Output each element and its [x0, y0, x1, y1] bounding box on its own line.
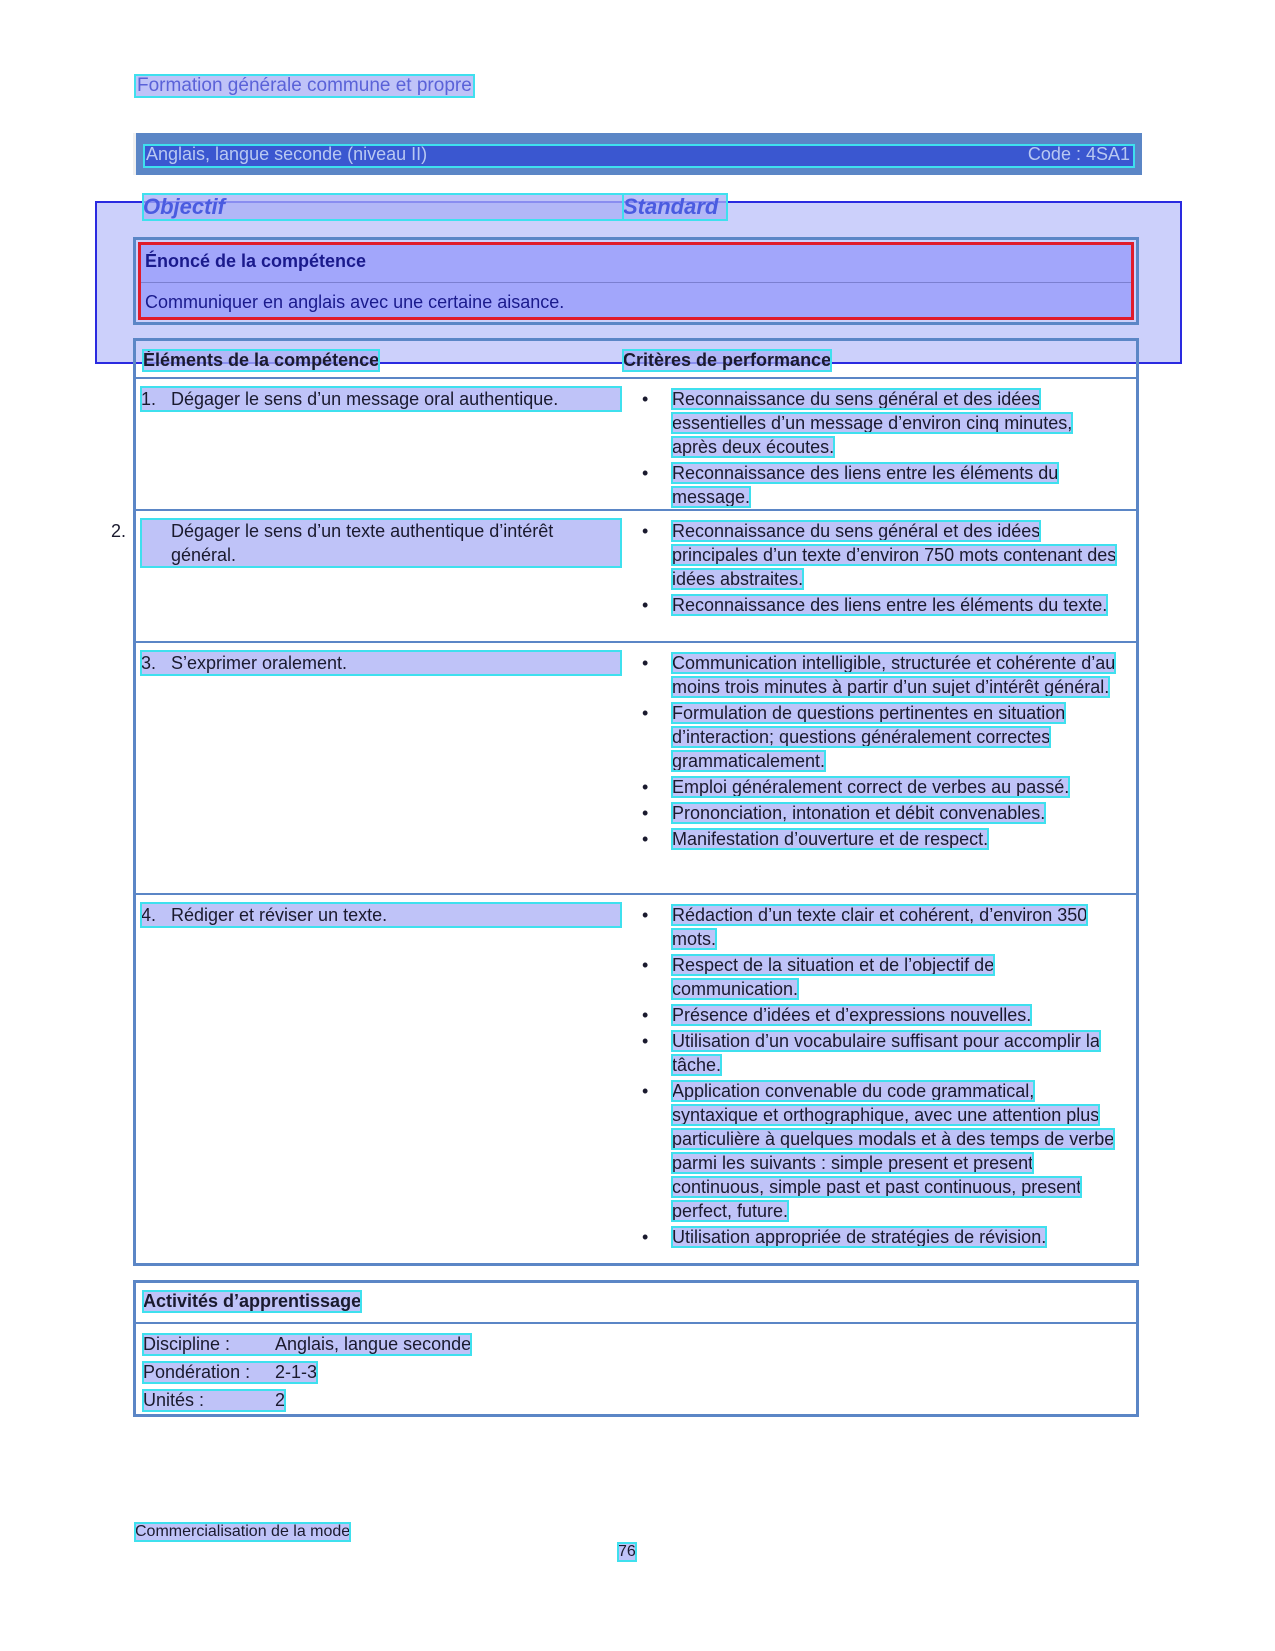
criteria-list-4 [642, 903, 1122, 1251]
element-number: 3. [141, 653, 157, 673]
elements-column-header: Éléments de la compétence [143, 350, 380, 370]
element-row-1 [141, 387, 621, 411]
competence-divider [141, 282, 1131, 283]
element-row-3 [141, 651, 621, 675]
competence-title: Énoncé de la compétence [145, 251, 367, 271]
criterion-item: • Application convenable du code grammatical, syntaxique et orthographique, avec une attention plus particulière à quelques modals et à des temps de verbe parmi les suivants : simple present et present continuous, simple past et past continuous, present perfect, future. [642, 1079, 1122, 1223]
criterion-item: • Reconnaissance des liens entre les éléments du message. [642, 461, 1122, 509]
criterion-item: • Emploi généralement correct de verbes au passé. [642, 775, 1122, 799]
element-text: Dégager le sens d’un message oral authentique. [171, 389, 559, 409]
page-number: 76 [618, 1543, 636, 1560]
criteria-list-1 [642, 387, 1122, 511]
section-title: Formation générale commune et propre [137, 75, 472, 96]
course-bar [133, 133, 1142, 175]
row-divider [133, 641, 1139, 643]
criterion-item: • Utilisation d’un vocabulaire suffisant pour accomplir la tâche. [642, 1029, 1122, 1077]
criterion-item: • Utilisation appropriée de stratégies de révision. [642, 1225, 1122, 1249]
discipline-value: Anglais, langue seconde [275, 1334, 472, 1354]
element-row-2 [111, 519, 621, 567]
unites-label: Unités : [143, 1390, 205, 1410]
criteria-column-header: Critères de performance [623, 350, 832, 370]
criteria-list-3 [642, 651, 1122, 853]
footer-program: Commercialisation de la mode [135, 1523, 351, 1540]
criteria-list-2 [642, 519, 1122, 619]
criterion-item: • Reconnaissance du sens général et des idées essentielles d’un message d’environ cinq minutes, après deux écoutes. [642, 387, 1122, 459]
discipline-label: Discipline : [143, 1334, 231, 1354]
element-text: Dégager le sens d’un texte authentique d’intérêt général. [171, 521, 554, 565]
activities-title: Activités d’apprentissage [143, 1291, 362, 1311]
ponderation-value: 2-1-3 [275, 1362, 318, 1382]
objective-heading: Objectif [143, 194, 623, 220]
element-number: 2. [111, 521, 127, 541]
unites-row [143, 1390, 285, 1411]
activities-divider [133, 1322, 1139, 1324]
criterion-item: • Présence d’idées et d’expressions nouvelles. [642, 1003, 1122, 1027]
criterion-item: • Reconnaissance des liens entre les éléments du texte. [642, 593, 1122, 617]
criterion-item: • Rédaction d’un texte clair et cohérent, d’environ 350 mots. [642, 903, 1122, 951]
discipline-row [143, 1334, 471, 1355]
table-header-divider [133, 377, 1139, 379]
competence-text: Communiquer en anglais avec une certaine aisance. [145, 292, 565, 312]
unites-value: 2 [275, 1390, 286, 1410]
row-divider [133, 509, 1139, 511]
element-row-4 [141, 903, 621, 927]
criterion-item: • Formulation de questions pertinentes en situation d’interaction; questions généralement correctes grammaticalement. [642, 701, 1122, 773]
course-code: Code : 4SA1 [1027, 144, 1130, 164]
standard-heading: Standard [623, 194, 727, 220]
criterion-item: • Respect de la situation et de l’objectif de communication. [642, 953, 1122, 1001]
element-text: Rédiger et réviser un texte. [171, 905, 388, 925]
element-text: S’exprimer oralement. [171, 653, 348, 673]
element-number: 4. [141, 905, 157, 925]
ponderation-row [143, 1362, 317, 1383]
element-number: 1. [141, 389, 157, 409]
criterion-item: • Reconnaissance du sens général et des idées principales d’un texte d’environ 750 mots contenant des idées abstraites. [642, 519, 1122, 591]
course-name: Anglais, langue seconde (niveau II) [146, 144, 428, 164]
criterion-item: • Manifestation d’ouverture et de respect. [642, 827, 1122, 851]
row-divider [133, 893, 1139, 895]
criterion-item: • Prononciation, intonation et débit convenables. [642, 801, 1122, 825]
ponderation-label: Pondération : [143, 1362, 251, 1382]
criterion-item: • Communication intelligible, structurée et cohérente d’au moins trois minutes à partir d’un sujet d’intérêt général. [642, 651, 1122, 699]
